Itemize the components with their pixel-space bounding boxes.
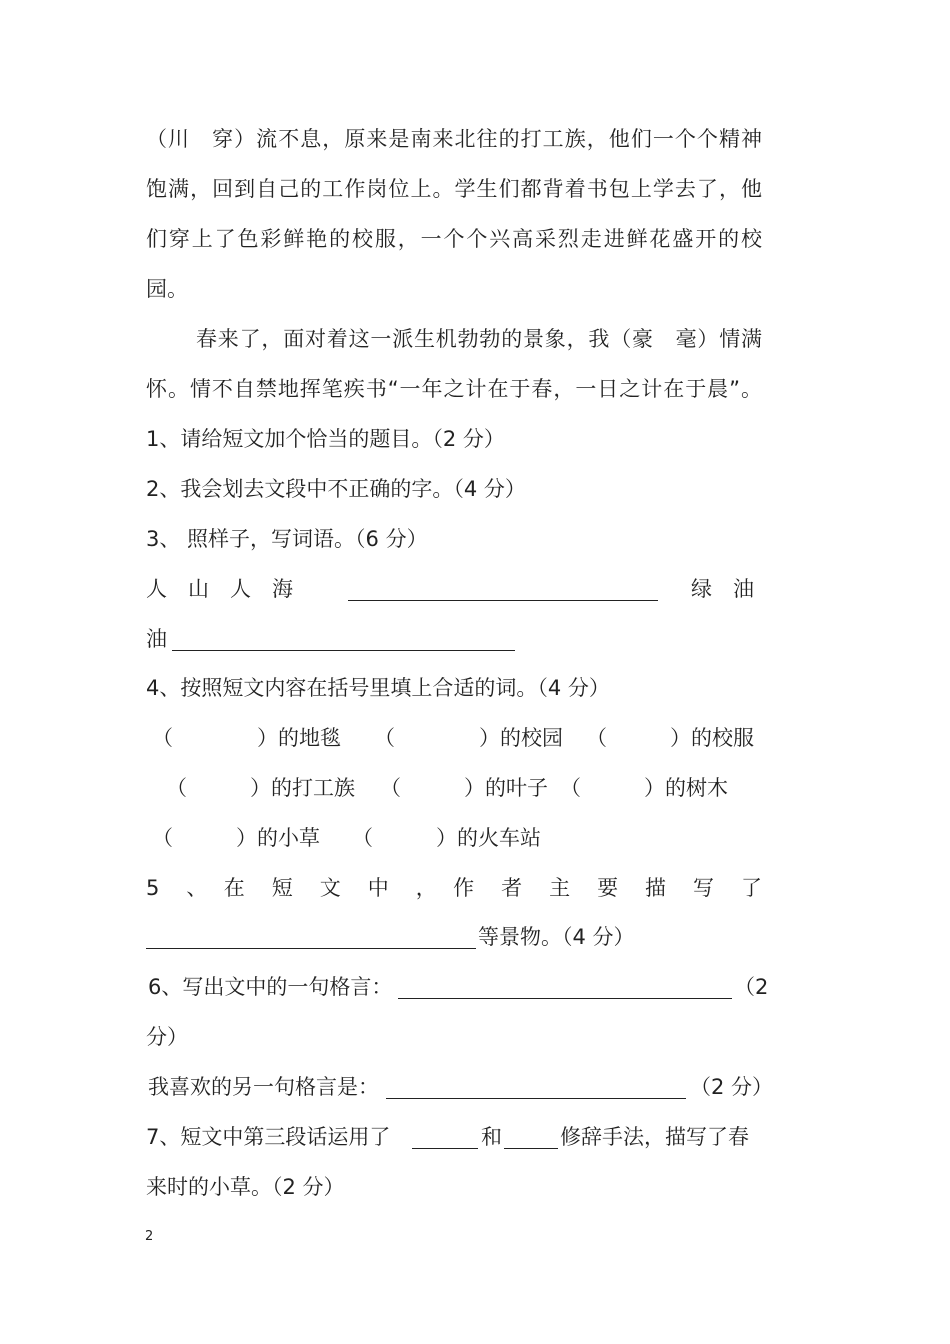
question-7-connector: 和 [481, 1125, 502, 1149]
question-2: 2、我会划去文段中不正确的字。（4 分） [146, 477, 526, 501]
passage-line: 怀。情不自禁地挥笔疾书“一年之计在于春，一日之计在于晨”。 [146, 377, 762, 401]
passage-line: （川 穿）流不息，原来是南来北往的打工族，他们一个个精神 [146, 127, 762, 151]
question-6-score-tail: 分） [146, 1025, 188, 1049]
q6-answer-blank-2[interactable] [386, 1078, 686, 1099]
q3-answer-blank-1[interactable] [348, 580, 658, 601]
q7-answer-blank-1[interactable] [412, 1128, 478, 1149]
q4-fill-item[interactable]: （ ）的树木 [560, 776, 728, 800]
q7-answer-blank-2[interactable] [504, 1128, 558, 1149]
question-7: 7、短文中第三段话运用了 [146, 1125, 391, 1149]
question-5: 5 、 在 短 文 中 ， 作 者 主 要 描 写 了 [146, 876, 762, 900]
q3-example-word-1: 人 山 人 海 [146, 577, 293, 601]
passage-line: 春来了，面对着这一派生机勃勃的景象，我（豪 毫）情满 [196, 327, 762, 351]
question-6-second: 我喜欢的另一句格言是： [148, 1075, 379, 1099]
q4-fill-item[interactable]: （ ）的地毯 [152, 726, 341, 750]
question-6: 6、写出文中的一句格言： [148, 975, 393, 999]
question-6-score: （2 [734, 975, 769, 999]
q3-example-word-2: 绿 油 [691, 577, 754, 601]
q4-fill-item[interactable]: （ ）的校服 [586, 726, 754, 750]
passage-line: 们穿上了色彩鲜艳的校服，一个个兴高采烈走进鲜花盛开的校 [146, 227, 762, 251]
question-6-second-score: （2 分） [690, 1075, 774, 1099]
q3-answer-blank-2[interactable] [172, 630, 515, 651]
q6-answer-blank-1[interactable] [398, 978, 732, 999]
question-7-tail: 修辞手法，描写了春 [560, 1125, 749, 1149]
q4-fill-item[interactable]: （ ）的火车站 [352, 826, 541, 850]
passage-line: 园。 [146, 277, 188, 301]
q4-fill-item[interactable]: （ ）的小草 [152, 826, 320, 850]
q5-answer-blank[interactable] [146, 928, 476, 949]
q4-fill-item[interactable]: （ ）的打工族 [166, 776, 355, 800]
question-4: 4、按照短文内容在括号里填上合适的词。（4 分） [146, 676, 610, 700]
question-3: 3、 照样子，写词语。（6 分） [146, 527, 428, 551]
question-7-line-2: 来时的小草。（2 分） [146, 1175, 345, 1199]
passage-line: 饱满，回到自己的工作岗位上。学生们都背着书包上学去了，他 [146, 177, 762, 201]
question-5-tail: 等景物。（4 分） [478, 925, 635, 949]
question-1: 1、请给短文加个恰当的题目。（2 分） [146, 427, 505, 451]
q3-example-word-2-tail: 油 [146, 627, 167, 651]
page-number: 2 [145, 1229, 154, 1244]
q4-fill-item[interactable]: （ ）的校园 [374, 726, 563, 750]
q4-fill-item[interactable]: （ ）的叶子 [380, 776, 548, 800]
